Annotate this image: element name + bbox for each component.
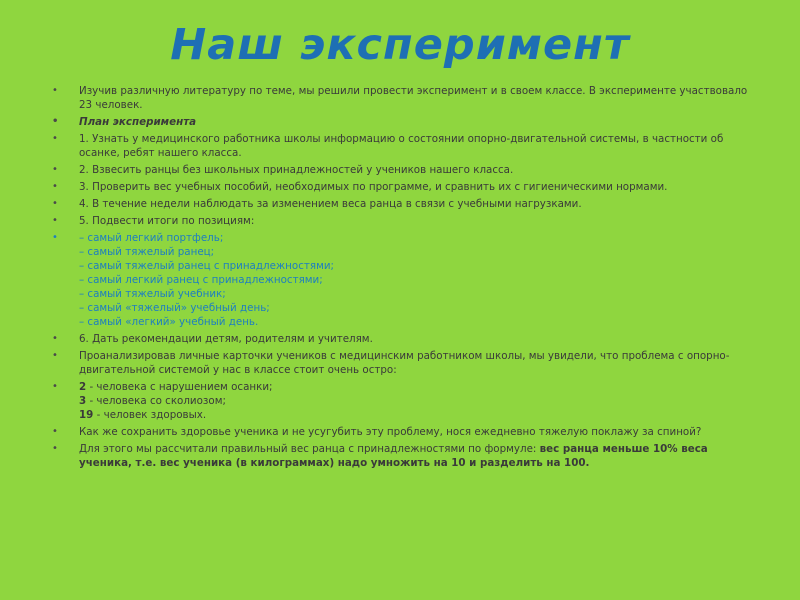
step-1: • 1. Узнать у медицинского работника школы информацию о состоянии опорно-двигательной системы, в частности об осанке, ребят нашего класса. — [52, 132, 752, 160]
step-4: • 4. В течение недели наблюдать за изменением веса ранца в связи с учебными нагрузками. — [52, 197, 752, 211]
stat-row — [79, 380, 752, 394]
formula-bold: вес ранца меньше 10% веса ученика, т.е. вес ученика (в килограммах) надо умножить на 10 и разделить на 100. — [79, 443, 708, 469]
step-3: • 3. Проверить вес учебных пособий, необходимых по программе, и сравнить их с гигиеническими нормами. — [52, 180, 752, 194]
bullet-list — [52, 84, 752, 473]
position-item: • – самый легкий портфель; — [79, 232, 224, 244]
stat-number: 3 — [79, 395, 87, 407]
stat-number: 19 — [79, 409, 94, 421]
stat-text: - человека с нарушением осанки; — [86, 381, 273, 393]
stat-row — [79, 408, 752, 422]
positions-list — [52, 231, 752, 329]
position-item: – самый тяжелый ранец; — [79, 246, 215, 258]
analysis-paragraph: • Проанализировав личные карточки учеников с медицинским работником школы, мы увидели, что проблема с опорно-двигательной системой у нас в классе стоит очень остро: — [52, 349, 752, 377]
position-item: – самый «легкий» учебный день. — [79, 316, 259, 328]
position-item: – самый легкий ранец с принадлежностями; — [79, 274, 323, 286]
stats-list — [52, 380, 752, 422]
stat-row — [79, 394, 752, 408]
position-item: – самый «тяжелый» учебный день; — [79, 302, 270, 314]
position-item: – самый тяжелый ранец с принадлежностями; — [79, 260, 334, 272]
question-paragraph: • Как же сохранить здоровье ученика и не усугубить эту проблему, нося ежедневно тяжелую поклажу за спиной? — [52, 425, 752, 439]
stat-text: - человека со сколиозом; — [86, 395, 226, 407]
intro-paragraph: • Изучив различную литературу по теме, мы решили провести эксперимент и в своем классе. В эксперименте участвовало 23 человек. — [52, 84, 752, 112]
position-item: – самый тяжелый учебник; — [79, 288, 226, 300]
step-2: • 2. Взвесить ранцы без школьных принадлежностей у учеников нашего класса. — [52, 163, 752, 177]
formula-lead: Для этого мы рассчитали правильный вес ранца с принадлежностями по формуле: — [79, 443, 540, 455]
step-5: • 5. Подвести итоги по позициям: — [52, 214, 752, 228]
plan-heading: • План эксперимента — [52, 115, 752, 129]
stat-text: - человек здоровых. — [93, 409, 207, 421]
step-6: • 6. Дать рекомендации детям, родителям и учителям. — [52, 332, 752, 346]
slide-title: Наш эксперимент — [170, 20, 630, 70]
stat-number: 2 — [79, 381, 87, 393]
formula-paragraph — [52, 442, 752, 470]
